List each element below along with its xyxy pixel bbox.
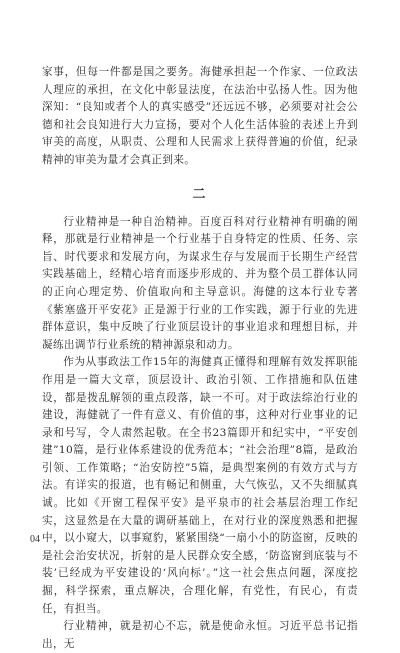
- section-heading: 二: [192, 186, 208, 202]
- document-page: [42, 64, 358, 653]
- body-paragraph: 家事，但每一件都是国之要务。海健承担起一个作家、一位政法人理应的承担，在文化中彰显法度，在法治中弘扬人性。因为他深知：“良知或者个人的真实感受”还远远不够，必须要对社会公德和社会良知进行大力宣扬，要对个人化生活体验的表述上升到审美的高度，从职责、公理和人民需求上获得普遍的价值，纪录精神的审美为量才会真正到来。: [42, 66, 358, 166]
- page-number: 04: [30, 534, 40, 545]
- body-paragraph: 作为从事政法工作15年的海健真正懂得和理解有效发挥职能作用是一篇大文章，顶层设计、政治引领、工作措施和队伍建设，都是拨乱解领的重点段落，缺一不可。对于政法综治行业的建设，海健就了一件有意义、有价值的事，这种对行业事业的记录和号写，令人肃然起敬。在全书23篇即开和纪实中，“平安创建”10篇，是行业体系建设的优秀范本；“社会治理”8篇，是政治引领、工作策略；“治安防控”5篇，是典型案例的有效方式与方法。有详实的报道，也有畅记和侧重，大气恢弘，又不失细腻真诚。比如《开窗工程保平安》是平泉市的社会基层治理工作纪实，这显然是在大量的调研基础上，在对行业的深度熟悉和把握中，以小窥大，以事窥豹，紧紧围绕“一扇小小的防盗窗，反映的是社会治安状况，折射的是人民群众安全感，‘防盗窗到底装与不装’已经成为平安建设的‘风向标’。”这一社会焦点问题，深度挖掘，科学探索，重点解决，合理化解，有党性，有民心，有责任，有担当。: [42, 356, 358, 615]
- body-paragraph: 行业精神，就是初心不忘，就是使命永恒。习近平总书记指出，无: [42, 620, 358, 650]
- body-paragraph: 行业精神是一种自治精神。百度百科对行业精神有明确的阐释，那就是行业精神是一个行业基于自身特定的性质、任务、宗旨、时代要求和发展方向，为谋求生存与发展而于长期生产经营实践基础上，经精心培育而逐步形成的、并为整个员工群体认同的正向心理定势、价值取向和主导意识。海健的这本行业专著《紫塞盛开平安花》正是源于行业的工作实践，源于行业的先进群体意识，集中反映了行业顶层设计的事业追求和理想目标，并凝练出调节行业系统的精神源泉和动力。: [42, 215, 358, 351]
